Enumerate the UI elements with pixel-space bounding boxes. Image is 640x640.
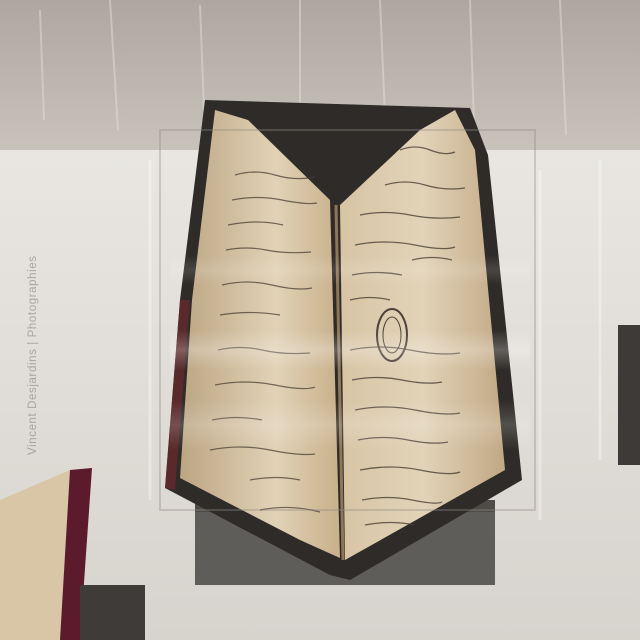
side-panel-right xyxy=(618,325,640,465)
second-book-shadow xyxy=(80,585,145,640)
glass-reflection-2 xyxy=(170,400,530,450)
glass-reflection-1 xyxy=(170,330,530,370)
photographer-watermark: Vincent Desjardins | Photographies xyxy=(27,255,39,455)
glass-reflection-3 xyxy=(170,255,530,285)
